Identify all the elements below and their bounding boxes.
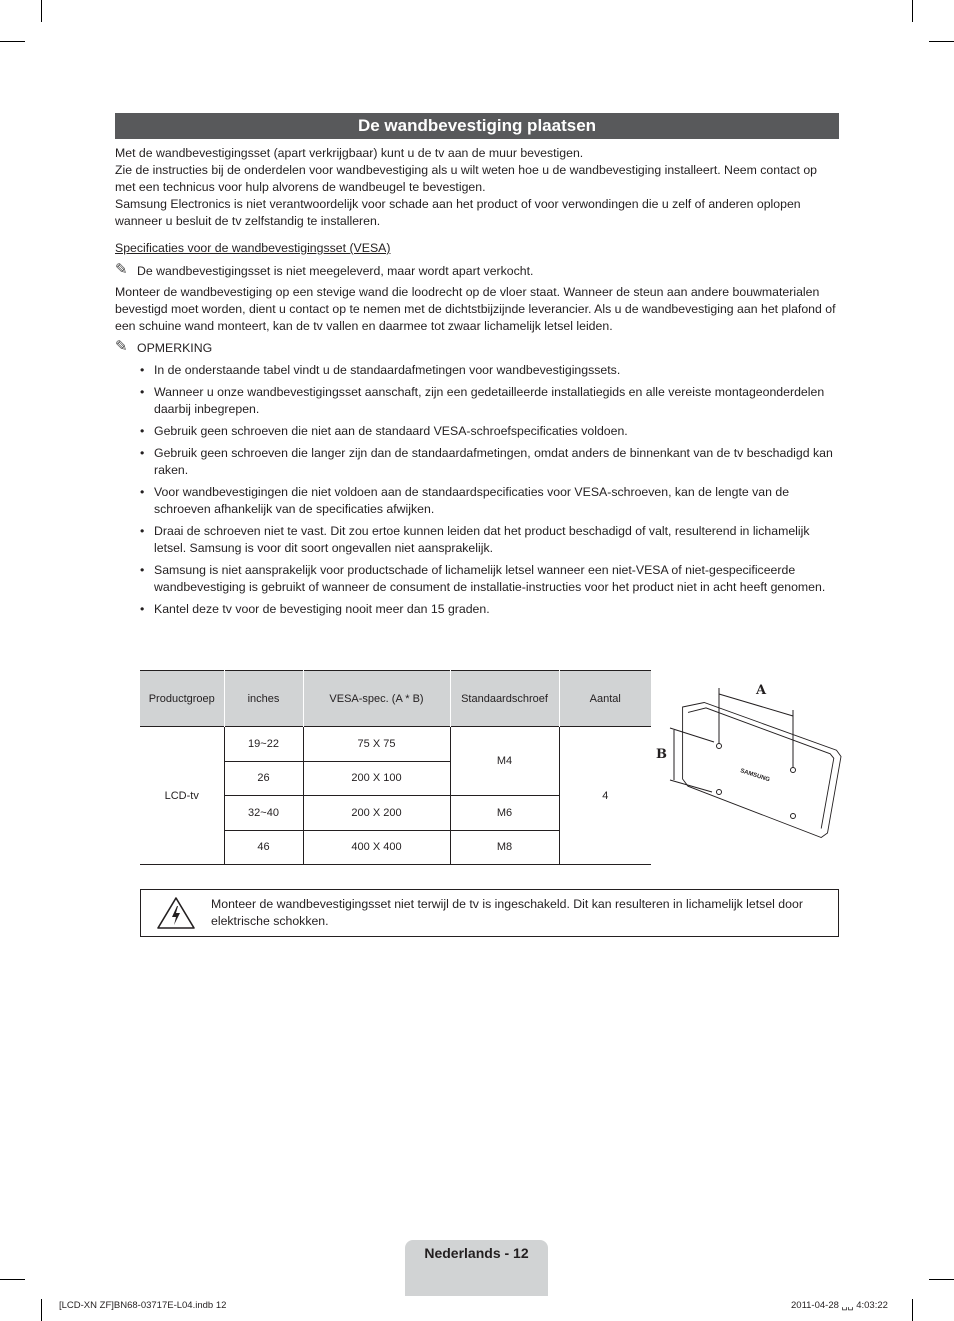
vesa-cell: 200 X 200 xyxy=(303,796,450,831)
screw-hole xyxy=(717,790,722,795)
vesa-spec-table xyxy=(140,670,651,865)
warning-icon-wrap xyxy=(141,896,211,930)
crop-mark xyxy=(912,0,913,22)
count-cell: 4 xyxy=(559,727,651,865)
warning-box xyxy=(140,889,839,937)
dimension-b-line-top xyxy=(670,728,714,742)
list-item: • Samsung is niet aansprakelijk voor productschade of lichamelijk letsel wanneer een niet-VESA of niet-gespecificeerde wandbevestiging is gebruikt of wanneer de consument de installatie-instructies voor het product niet in acht heeft genomen. xyxy=(140,562,839,596)
tv-back-diagram xyxy=(652,680,842,855)
header-cell: VESA-spec. (A * B) xyxy=(303,671,450,727)
list-item: • In de onderstaande tabel vindt u de standaardafmetingen voor wandbevestigingssets. xyxy=(140,362,839,379)
intro-paragraph: Zie de instructies bij de onderdelen voor wandbevestiging als u wilt weten hoe u de wandbevestiging installeert. Neem contact op met een technicus voor hulp alvorens de wandbeugel te bevestigen. xyxy=(115,163,818,194)
vesa-cell: 200 X 100 xyxy=(303,761,450,796)
header-cell: Standaardschroef xyxy=(450,671,559,727)
remark-heading xyxy=(115,340,839,357)
header-cell: Productgroep xyxy=(140,671,224,727)
inches-cell: 46 xyxy=(224,830,303,865)
screw-hole xyxy=(791,814,796,819)
tv-outline xyxy=(683,703,841,838)
header-cell: inches xyxy=(224,671,303,727)
product-group-cell: LCD-tv xyxy=(140,727,224,865)
table-row xyxy=(140,727,651,762)
mount-paragraph: Monteer de wandbevestiging op een stevige wand die loodrecht op de vloer staat. Wanneer de steun aan andere bouwmaterialen bevestigd moet worden, dient u contact op te nemen met de dichtstbijzijnde leverancier. Als u de wandbevestiging aan het plafond of een schuine wand monteert, kan de tv vallen en daarmee tot zwaar lichamelijk letsel leiden. xyxy=(115,285,836,333)
main-content xyxy=(115,145,839,623)
remark-label: OPMERKING xyxy=(137,341,213,355)
warning-text: Monteer de wandbevestigingsset niet terwijl de tv is ingeschakeld. Dit kan resulteren in lichamelijk letsel door elektrische schokken. xyxy=(211,897,803,928)
list-item: • Voor wandbevestigingen die niet voldoen aan de standaardspecificaties voor VESA-schroeven, kan de lengte van de schroeven afhankelijk van de specificaties afwijken. xyxy=(140,484,839,518)
label-a: A xyxy=(756,683,767,698)
crop-mark xyxy=(41,1299,42,1321)
pencil-note-icon: ✎ xyxy=(115,338,128,355)
page-title: De wandbevestiging plaatsen xyxy=(115,113,839,139)
screw-cell: M4 xyxy=(450,727,559,796)
screw-cell: M6 xyxy=(450,796,559,831)
vesa-cell: 75 X 75 xyxy=(303,727,450,762)
list-item: • Gebruik geen schroeven die niet aan de standaard VESA-schroefspecificaties voldoen. xyxy=(140,423,839,440)
remark-list xyxy=(140,362,839,618)
screw-hole xyxy=(791,768,796,773)
intro-paragraph: Met de wandbevestigingsset (apart verkrijgbaar) kunt u de tv aan de muur bevestigen. xyxy=(115,146,584,160)
crop-mark xyxy=(0,41,25,42)
note-text: De wandbevestigingsset is niet meegeleverd, maar wordt apart verkocht. xyxy=(137,264,534,278)
inches-cell: 32~40 xyxy=(224,796,303,831)
page-number-tab: Nederlands - 12 xyxy=(405,1240,548,1296)
crop-mark xyxy=(929,1279,954,1280)
list-item: • Gebruik geen schroeven die langer zijn dan de standaardafmetingen, omdat anders de binnenkant van de tv beschadigd kan raken. xyxy=(140,445,839,479)
list-item: • Draai de schroeven niet te vast. Dit zou ertoe kunnen leiden dat het product beschadigd of valt, resulterend in lichamelijk letsel. Samsung is voor dit soort ongevallen niet aansprakelijk. xyxy=(140,523,839,557)
inches-cell: 19~22 xyxy=(224,727,303,762)
screw-hole xyxy=(717,744,722,749)
footer-file: [LCD-XN ZF]BN68-03717E-L04.indb 12 xyxy=(59,1300,227,1311)
screw-cell: M8 xyxy=(450,830,559,865)
pencil-note-icon: ✎ xyxy=(115,261,128,278)
list-item: • Wanneer u onze wandbevestigingsset aanschaft, zijn een gedetailleerde installatiegids en alle vereiste montageonderdelen daarbij inbegrepen. xyxy=(140,384,839,418)
vesa-cell: 400 X 400 xyxy=(303,830,450,865)
crop-mark xyxy=(912,1299,913,1321)
crop-mark xyxy=(929,41,954,42)
label-b: B xyxy=(656,747,667,762)
table-header-row xyxy=(140,671,651,727)
header-cell: Aantal xyxy=(559,671,651,727)
electric-shock-warning-icon xyxy=(156,896,196,930)
brand-logo: SAMSUNG xyxy=(739,768,771,784)
dimension-b-line-bottom xyxy=(670,780,712,792)
tv-inner-edge xyxy=(688,708,834,829)
footer-datetime: 2011-04-28 ␣␣ 4:03:22 xyxy=(791,1300,888,1311)
inches-cell: 26 xyxy=(224,761,303,796)
spec-heading: Specificaties voor de wandbevestigingsset (VESA) xyxy=(115,241,391,255)
list-item: • Kantel deze tv voor de bevestiging nooit meer dan 15 graden. xyxy=(140,601,839,618)
intro-paragraph: Samsung Electronics is niet verantwoordelijk voor schade aan het product of voor verwondingen die u zelf of anderen oplopen wanneer u besluit de tv zelfstandig te installeren. xyxy=(115,197,801,228)
crop-mark xyxy=(41,0,42,22)
crop-mark xyxy=(0,1279,25,1280)
note-not-included xyxy=(115,263,839,280)
